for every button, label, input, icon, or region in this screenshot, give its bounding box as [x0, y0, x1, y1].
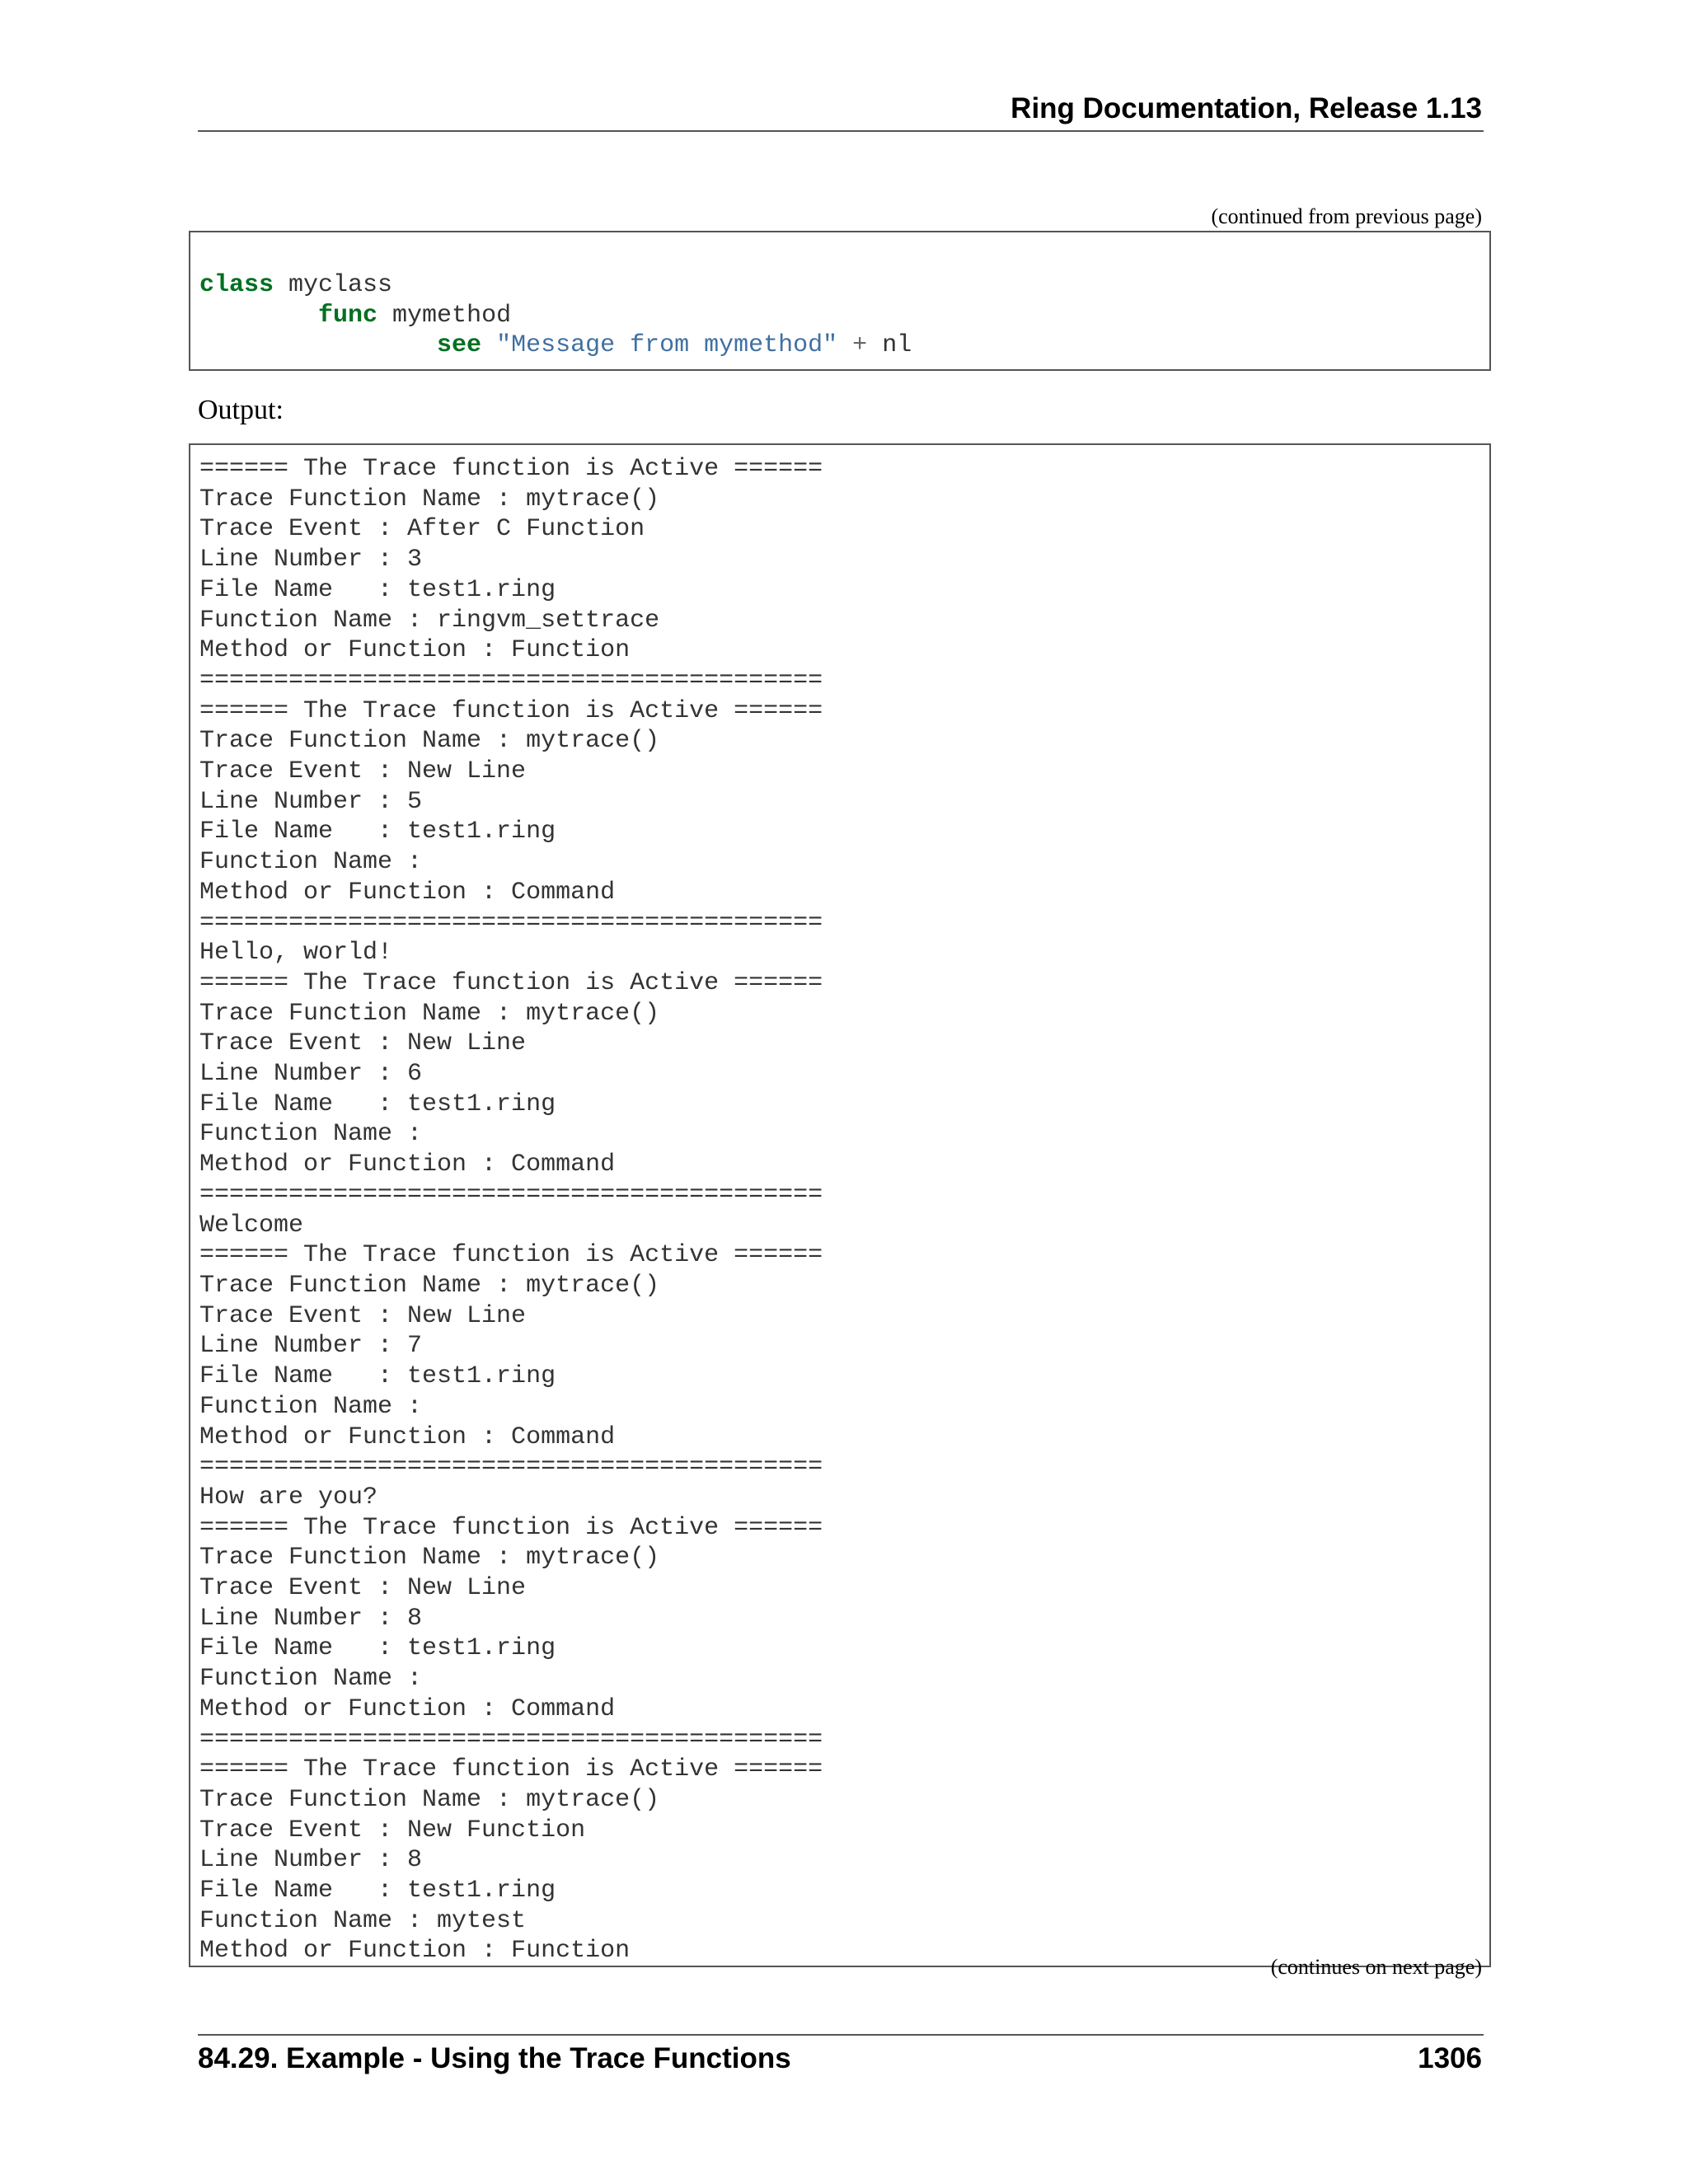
- output-line: File Name : test1.ring: [199, 818, 556, 846]
- output-line: Trace Event : New Line: [199, 1574, 527, 1603]
- output-line: Trace Event : New Line: [199, 1029, 527, 1058]
- output-line: Method or Function : Command: [199, 1151, 616, 1179]
- output-line: Method or Function : Command: [199, 1694, 616, 1723]
- header-title: Ring Documentation, Release 1.13: [1010, 92, 1482, 124]
- operator-plus: +: [852, 331, 868, 360]
- output-line: Method or Function : Function: [199, 636, 631, 665]
- output-line: ====== The Trace function is Active ======: [199, 696, 823, 725]
- continues-on-note: (continues on next page): [1270, 1955, 1482, 1979]
- source-code-block: [189, 231, 1491, 371]
- output-line: Function Name :: [199, 848, 423, 877]
- output-line: ==========================================: [199, 666, 823, 695]
- output-line: Trace Event : New Line: [199, 757, 527, 786]
- code-text: nl: [867, 331, 912, 360]
- code-indent: [199, 302, 318, 330]
- output-line: ==========================================: [199, 1180, 823, 1209]
- output-line: Function Name : mytest: [199, 1906, 527, 1935]
- output-label: Output:: [198, 395, 284, 425]
- code-text: myclass: [274, 271, 393, 299]
- code-indent: [199, 331, 437, 359]
- output-line: ====== The Trace function is Active ======: [199, 1241, 823, 1270]
- continued-from-note: (continued from previous page): [1211, 204, 1482, 228]
- output-line: Trace Function Name : mytrace(): [199, 485, 660, 513]
- output-line: Trace Event : New Line: [199, 1301, 527, 1330]
- output-line: Line Number : 5: [199, 787, 423, 816]
- output-line: Function Name : ringvm_settrace: [199, 606, 660, 635]
- output-line: Line Number : 3: [199, 546, 423, 574]
- output-line: Function Name :: [199, 1120, 423, 1149]
- output-line: Trace Function Name : mytrace(): [199, 727, 660, 756]
- output-line: Line Number : 6: [199, 1060, 423, 1089]
- output-text: [199, 454, 823, 1966]
- output-line: Line Number : 8: [199, 1604, 423, 1633]
- output-line: ==========================================: [199, 908, 823, 937]
- output-line: Trace Function Name : mytrace(): [199, 999, 660, 1028]
- output-line: File Name : test1.ring: [199, 1634, 556, 1663]
- output-line: Trace Function Name : mytrace(): [199, 1271, 660, 1300]
- keyword-func: func: [318, 301, 378, 330]
- output-line: File Name : test1.ring: [199, 1090, 556, 1118]
- string-literal: "Message from mymethod": [496, 331, 838, 360]
- output-line: File Name : test1.ring: [199, 1362, 556, 1391]
- keyword-class: class: [199, 271, 274, 299]
- output-line: ====== The Trace function is Active ======: [199, 1513, 823, 1542]
- footer-section-title: 84.29. Example - Using the Trace Functions: [198, 2042, 791, 2074]
- output-line: Trace Event : New Function: [199, 1816, 586, 1844]
- output-line: Trace Function Name : mytrace(): [199, 1785, 660, 1814]
- output-line: How are you?: [199, 1483, 378, 1511]
- output-line: Trace Event : After C Function: [199, 515, 645, 544]
- output-line: ====== The Trace function is Active ======: [199, 455, 823, 483]
- output-line: ==========================================: [199, 1453, 823, 1482]
- output-line: ====== The Trace function is Active ======: [199, 1755, 823, 1784]
- output-line: Method or Function : Command: [199, 1422, 616, 1451]
- output-line: Trace Function Name : mytrace(): [199, 1544, 660, 1572]
- output-line: ==========================================: [199, 1725, 823, 1754]
- output-line: Function Name :: [199, 1665, 423, 1694]
- page-number: 1306: [1418, 2042, 1482, 2074]
- output-block: [189, 443, 1491, 1967]
- header-rule: [198, 130, 1484, 132]
- code-text: mymethod: [377, 301, 512, 330]
- keyword-see: see: [437, 331, 482, 360]
- output-line: Method or Function : Function: [199, 1937, 631, 1966]
- output-line: ====== The Trace function is Active ======: [199, 968, 823, 997]
- footer-rule: [198, 2034, 1484, 2036]
- output-line: Line Number : 7: [199, 1332, 423, 1361]
- output-line: Method or Function : Command: [199, 878, 616, 907]
- output-line: Line Number : 8: [199, 1846, 423, 1875]
- output-line: Hello, world!: [199, 939, 393, 968]
- output-line: Function Name :: [199, 1392, 423, 1421]
- output-line: Welcome: [199, 1211, 304, 1240]
- source-code: [199, 270, 912, 361]
- output-line: File Name : test1.ring: [199, 575, 556, 604]
- output-line: File Name : test1.ring: [199, 1877, 556, 1905]
